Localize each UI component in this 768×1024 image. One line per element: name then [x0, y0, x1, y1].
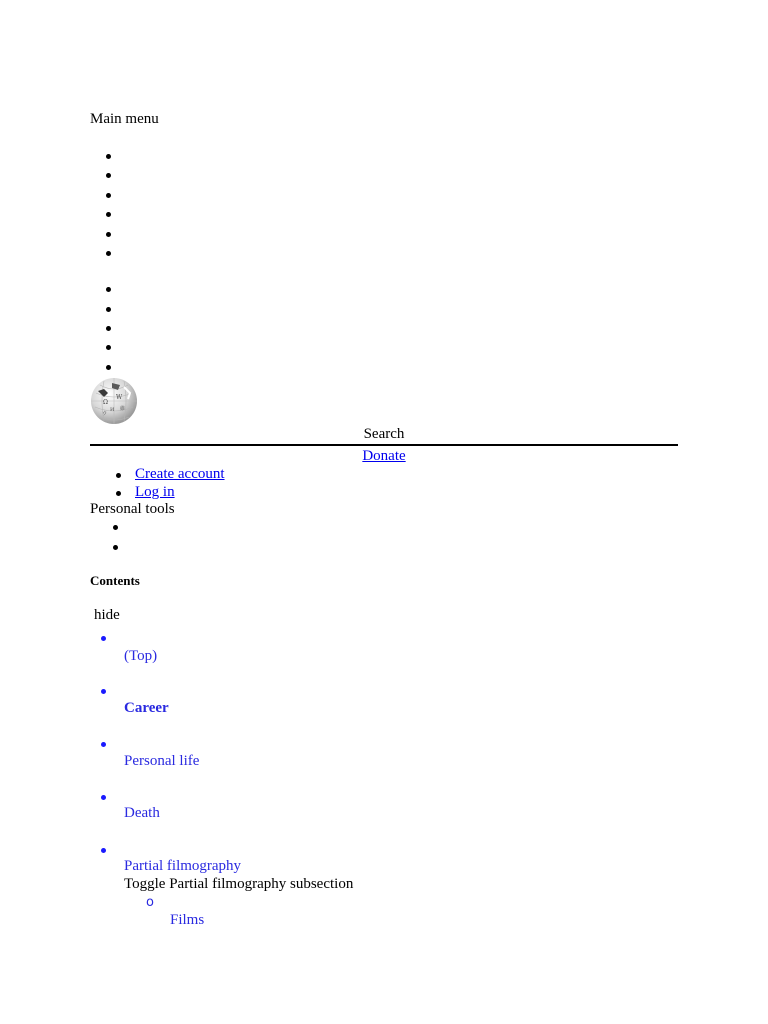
toc-bullet	[101, 689, 106, 694]
wikipedia-globe-icon[interactable]	[90, 377, 138, 425]
toc-bullet	[101, 636, 106, 641]
toc-toggle-subsection-button[interactable]: Toggle Partial filmography subsection	[124, 876, 354, 892]
toc-bullet	[101, 848, 106, 853]
toc-item-partial-filmography[interactable]: Partial filmography	[124, 858, 242, 874]
toc-item-personal-life[interactable]: Personal life	[124, 753, 200, 769]
menu-bullet	[106, 345, 111, 350]
svg-text:И: И	[110, 407, 115, 413]
menu-bullet	[106, 365, 111, 370]
donate-row	[0, 448, 768, 465]
toc-item-death[interactable]: Death	[124, 805, 160, 821]
log-in-link[interactable]: Log in	[135, 484, 175, 500]
menu-bullet	[106, 232, 111, 237]
menu-bullet	[106, 307, 111, 312]
list-bullet	[113, 525, 118, 530]
toc-bullet	[101, 742, 106, 747]
toc-heading: Contents	[90, 573, 140, 588]
create-account-link[interactable]: Create account	[135, 466, 225, 482]
svg-text:ウ: ウ	[102, 411, 108, 417]
toc-bullet	[101, 795, 106, 800]
donate-link[interactable]: Donate	[362, 448, 406, 464]
toc-sub-bullet: o	[146, 895, 154, 910]
svg-text:維: 維	[120, 406, 126, 412]
menu-bullet	[106, 287, 111, 292]
toc-item-career[interactable]: Career	[124, 700, 169, 716]
search-label[interactable]: Search	[363, 426, 405, 442]
toc-hide-button[interactable]: hide	[94, 607, 120, 623]
toc-subitem-films[interactable]: Films	[170, 912, 205, 928]
menu-bullet	[106, 251, 111, 256]
menu-bullet	[106, 326, 111, 331]
svg-text:Ω: Ω	[103, 399, 108, 406]
menu-bullet	[106, 154, 111, 159]
personal-tools-label[interactable]: Personal tools	[90, 501, 175, 517]
list-bullet	[116, 491, 121, 496]
toc-item-top[interactable]: (Top)	[124, 648, 158, 664]
main-menu-label[interactable]: Main menu	[90, 111, 159, 127]
list-bullet	[116, 473, 121, 478]
menu-bullet	[106, 212, 111, 217]
search-divider	[90, 444, 678, 446]
svg-text:W: W	[116, 394, 123, 401]
list-bullet	[113, 545, 118, 550]
menu-bullet	[106, 173, 111, 178]
menu-bullet	[106, 193, 111, 198]
